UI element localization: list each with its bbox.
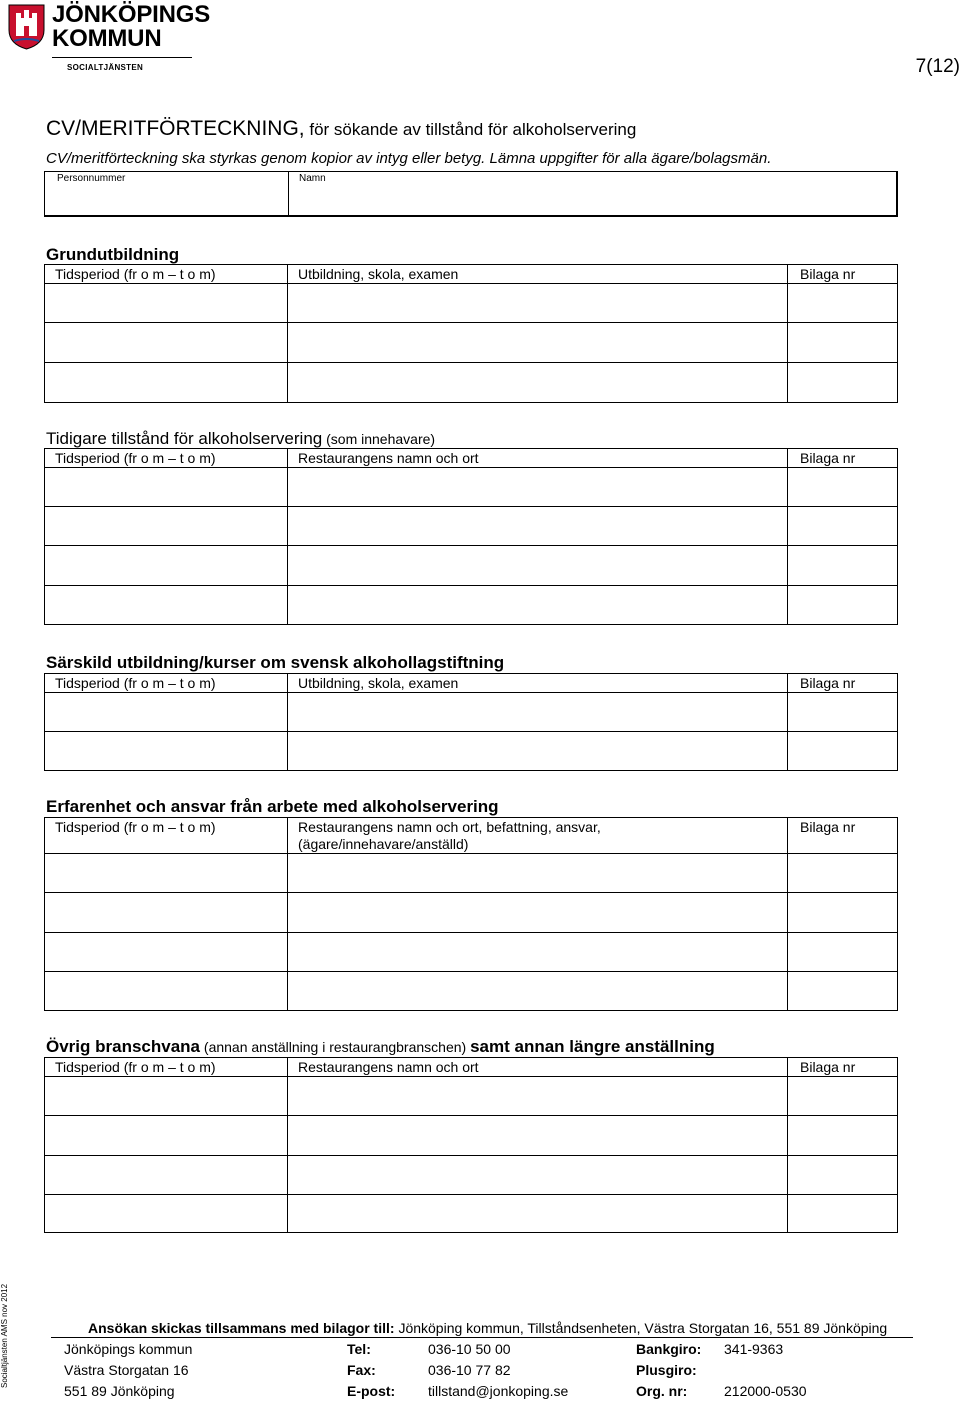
- cell-restaurang[interactable]: [288, 1156, 788, 1194]
- cell-bilaga[interactable]: [788, 933, 897, 971]
- heading-note: (som innehavare): [322, 431, 436, 447]
- applicant-box: [44, 171, 898, 217]
- cell-restaurang[interactable]: [288, 854, 788, 892]
- table-row: [45, 507, 897, 546]
- cell-tidsperiod[interactable]: [45, 972, 288, 1010]
- cell-bilaga[interactable]: [788, 1156, 897, 1194]
- table-ovrig-branschvana: [44, 1057, 898, 1233]
- cell-utbildning[interactable]: [288, 732, 788, 770]
- col-bilaga: Bilaga nr: [800, 819, 856, 835]
- cell-utbildning[interactable]: [288, 363, 788, 402]
- send-instruction: [88, 1320, 887, 1336]
- cell-tidsperiod[interactable]: [45, 468, 288, 506]
- table-row: [45, 732, 897, 770]
- table-row: [45, 586, 897, 624]
- table-row: [45, 1116, 897, 1156]
- logo-wordmark: [52, 3, 210, 51]
- send-address: Jönköping kommun, Tillståndsenheten, Västra Storgatan 16, 551 89 Jönköping: [394, 1320, 888, 1336]
- personnummer-field[interactable]: [45, 184, 287, 216]
- cell-tidsperiod[interactable]: [45, 507, 288, 545]
- table-row: [45, 933, 897, 972]
- col-restaurang: Restaurangens namn och ort: [298, 1059, 479, 1075]
- cell-utbildning[interactable]: [288, 284, 788, 322]
- table-row: [45, 1077, 897, 1116]
- cell-utbildning[interactable]: [288, 693, 788, 731]
- table-tidigare-tillstand: [44, 448, 898, 625]
- col-restaurang-roll: (ägare/innehavare/anställd): [298, 836, 469, 852]
- cell-bilaga[interactable]: [788, 284, 897, 322]
- cell-bilaga[interactable]: [788, 586, 897, 624]
- logo-line-1: JÖNKÖPINGS: [52, 1, 211, 28]
- cell-restaurang[interactable]: [288, 468, 788, 506]
- cell-restaurang[interactable]: [288, 586, 788, 624]
- plusgiro-label: Plusgiro:: [636, 1362, 697, 1378]
- table-sarskild-utbildning: [44, 673, 898, 771]
- col-tidsperiod: Tidsperiod (fr o m – t o m): [55, 675, 216, 691]
- table-row: [45, 1156, 897, 1195]
- cell-restaurang[interactable]: [288, 1116, 788, 1155]
- col-restaurang: Restaurangens namn och ort: [298, 450, 479, 466]
- cell-utbildning[interactable]: [288, 323, 788, 362]
- table-erfarenhet: [44, 817, 898, 1011]
- cell-tidsperiod[interactable]: [45, 1077, 288, 1115]
- cell-tidsperiod[interactable]: [45, 693, 288, 731]
- cell-tidsperiod[interactable]: [45, 732, 288, 770]
- title-rest: för sökande av tillstånd för alkoholservering: [304, 120, 637, 139]
- section-heading-erfarenhet: Erfarenhet och ansvar från arbete med alkoholservering: [46, 797, 499, 816]
- coat-of-arms-icon: [8, 4, 45, 50]
- document-title: [46, 117, 636, 141]
- section-heading-grundutbildning: Grundutbildning: [46, 245, 180, 264]
- personnummer-label: Personnummer: [57, 173, 126, 184]
- cell-tidsperiod[interactable]: [45, 933, 288, 971]
- orgnr-label: Org. nr:: [636, 1383, 688, 1399]
- col-bilaga: Bilaga nr: [800, 450, 856, 466]
- cell-bilaga[interactable]: [788, 854, 897, 892]
- footer-address-2: Västra Storgatan 16: [64, 1362, 189, 1378]
- cell-tidsperiod[interactable]: [45, 284, 288, 322]
- cell-bilaga[interactable]: [788, 1116, 897, 1155]
- footer-address-3: 551 89 Jönköping: [64, 1383, 175, 1399]
- cell-bilaga[interactable]: [788, 1077, 897, 1115]
- cell-restaurang[interactable]: [288, 933, 788, 971]
- cell-tidsperiod[interactable]: [45, 1195, 288, 1232]
- send-label: Ansökan skickas tillsammans med bilagor till:: [88, 1320, 395, 1336]
- side-form-id: Socialtjänsten AMS nov 2012: [0, 1283, 9, 1388]
- department-name: SOCIALTJÄNSTEN: [67, 63, 144, 72]
- bankgiro-value: 341-9363: [724, 1341, 784, 1357]
- cell-bilaga[interactable]: [788, 972, 897, 1010]
- bankgiro-label: Bankgiro:: [636, 1341, 702, 1357]
- section-heading-ovrig-branschvana: [46, 1037, 715, 1057]
- table-header: [45, 818, 897, 854]
- cell-bilaga[interactable]: [788, 323, 897, 362]
- cell-tidsperiod[interactable]: [45, 854, 288, 892]
- table-row: [45, 363, 897, 402]
- cell-tidsperiod[interactable]: [45, 546, 288, 585]
- col-tidsperiod: Tidsperiod (fr o m – t o m): [55, 450, 216, 466]
- tel-label: Tel:: [347, 1341, 371, 1357]
- col-bilaga: Bilaga nr: [800, 675, 856, 691]
- cell-tidsperiod[interactable]: [45, 893, 288, 932]
- table-header: [45, 265, 897, 284]
- logo-line-2: KOMMUN: [52, 25, 162, 52]
- table-row: [45, 323, 897, 363]
- table-row: [45, 854, 897, 893]
- heading-note: (annan anställning i restaurangbranschen): [200, 1039, 471, 1055]
- cell-restaurang[interactable]: [288, 507, 788, 545]
- cell-bilaga[interactable]: [788, 732, 897, 770]
- col-bilaga: Bilaga nr: [800, 266, 856, 282]
- table-grundutbildning: [44, 264, 898, 403]
- section-heading-tidigare-tillstand: [46, 429, 435, 449]
- table-row: [45, 693, 897, 732]
- fax-label: Fax:: [347, 1362, 376, 1378]
- col-bilaga: Bilaga nr: [800, 1059, 856, 1075]
- cell-bilaga[interactable]: [788, 363, 897, 402]
- logo-divider: [52, 57, 192, 58]
- document-intro: CV/meritförteckning ska styrkas genom kopior av intyg eller betyg. Lämna uppgifter för alla ägare/bolagsmän.: [46, 150, 772, 167]
- cell-bilaga[interactable]: [788, 893, 897, 932]
- orgnr-value: 212000-0530: [724, 1383, 807, 1399]
- table-row: [45, 972, 897, 1010]
- namn-field[interactable]: [289, 184, 895, 216]
- col-tidsperiod: Tidsperiod (fr o m – t o m): [55, 819, 216, 835]
- cell-tidsperiod[interactable]: [45, 1156, 288, 1194]
- heading-text: Tidigare tillstånd för alkoholservering: [46, 429, 323, 448]
- email-link[interactable]: tillstand@jonkoping.se: [428, 1383, 569, 1399]
- table-row: [45, 546, 897, 586]
- page-number: 7(12): [915, 56, 960, 77]
- footer-address-1: Jönköpings kommun: [64, 1341, 193, 1357]
- cell-restaurang[interactable]: [288, 1195, 788, 1232]
- table-row: [45, 284, 897, 323]
- cell-tidsperiod[interactable]: [45, 586, 288, 624]
- col-tidsperiod: Tidsperiod (fr o m – t o m): [55, 1059, 216, 1075]
- title-main: CV/MERITFÖRTECKNING,: [46, 117, 305, 140]
- section-heading-sarskild-utbildning: Särskild utbildning/kurser om svensk alkohollagstiftning: [46, 653, 505, 672]
- heading-tail: samt annan längre anställning: [470, 1037, 715, 1056]
- cell-tidsperiod[interactable]: [45, 1116, 288, 1155]
- col-tidsperiod: Tidsperiod (fr o m – t o m): [55, 266, 216, 282]
- cell-tidsperiod[interactable]: [45, 363, 288, 402]
- cell-bilaga[interactable]: [788, 693, 897, 731]
- table-row: [45, 468, 897, 507]
- col-utbildning: Utbildning, skola, examen: [298, 675, 459, 691]
- cell-bilaga[interactable]: [788, 507, 897, 545]
- table-row: [45, 893, 897, 933]
- col-restaurang-befattning: Restaurangens namn och ort, befattning, ansvar,: [298, 819, 601, 835]
- cell-bilaga[interactable]: [788, 468, 897, 506]
- cell-restaurang[interactable]: [288, 893, 788, 932]
- cell-restaurang[interactable]: [288, 972, 788, 1010]
- cell-restaurang[interactable]: [288, 1077, 788, 1115]
- email-label: E-post:: [347, 1383, 396, 1399]
- table-header: [45, 449, 897, 468]
- table-row: [45, 1195, 897, 1232]
- namn-label: Namn: [299, 173, 326, 184]
- cell-bilaga[interactable]: [788, 546, 897, 585]
- col-utbildning: Utbildning, skola, examen: [298, 266, 459, 282]
- cell-tidsperiod[interactable]: [45, 323, 288, 362]
- tel-value: 036-10 50 00: [428, 1341, 511, 1357]
- cell-restaurang[interactable]: [288, 546, 788, 585]
- table-header: [45, 1058, 897, 1077]
- cell-bilaga[interactable]: [788, 1195, 897, 1232]
- heading-text: Övrig branschvana: [46, 1037, 201, 1056]
- fax-value: 036-10 77 82: [428, 1362, 511, 1378]
- footer-divider: [51, 1337, 913, 1338]
- table-header: [45, 674, 897, 693]
